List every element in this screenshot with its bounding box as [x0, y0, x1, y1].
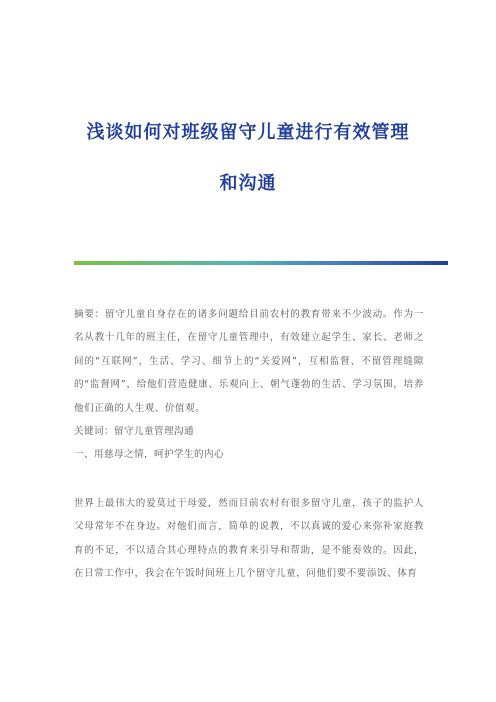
section-1-paragraph: 世界上最伟大的爱莫过于母爱，然而目前农村有很多留守儿童，孩子的监护人父母常年不在身边。对他们而言，简单的说教，不以真诚的爱心来弥补家庭教育的不足，不以适合其心理特点的教育来引导和帮助，是不能奏效的。因此，在日常工作中，我会在午饭时间班上几个留守儿童，问他们要不要添饭、体育	[74, 498, 424, 580]
title-divider	[74, 261, 448, 265]
document-title-line-2: 和沟通	[219, 173, 277, 194]
keywords-line: 关键词：留守儿童管理沟通	[74, 426, 195, 437]
section-heading-1: 一、用慈母之情，呵护学生的内心	[74, 449, 225, 460]
abstract-paragraph: 摘要：留守儿童自身存在的诸多问题给目前农村的教育带来不少波动。作为一名从教十几年的班主任，在留守儿童管理中，有效建立起学生、家长、老师之间的“互联网”，生活、学习、细节上的“关爱网”，互相监督、不留管理缝隙的“监督网”，给他们营造健康、乐观向上、朝气蓬勃的生活、学习氛围，培养他们正确的人生观、价值观。	[74, 309, 424, 414]
document-title-line-1: 浅谈如何对班级留守儿童进行有效管理	[86, 122, 410, 143]
